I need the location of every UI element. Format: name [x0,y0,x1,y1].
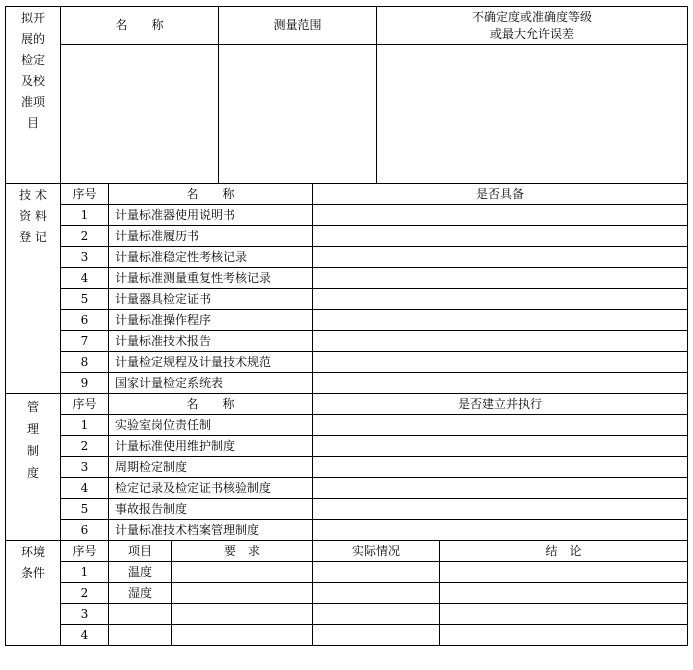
row-line [60,414,688,415]
scope-uncertainty-header-2: 或最大允许误差 [489,27,574,41]
row-line [60,603,688,604]
tech-row-no: 9 [80,376,89,390]
row-line [60,435,688,436]
env-result-header: 结 论 [545,544,582,558]
tech-row-name: 国家计量检定系统表 [115,376,224,390]
tech-row-no: 5 [80,292,89,306]
tech-row-name: 计量检定规程及计量技术规范 [115,355,272,369]
mgmt-row-no: 2 [80,439,89,453]
env-row-no: 3 [80,607,89,621]
env-req-header: 要 求 [223,544,260,558]
mgmt-status-header: 是否建立并执行 [457,397,542,411]
tech-row-no: 3 [80,250,89,264]
border-top [5,6,688,7]
row-line [60,477,688,478]
border-right [687,6,688,646]
row-line [60,330,688,331]
mgmt-row-no: 1 [80,418,89,432]
row-line [60,456,688,457]
env-row-no: 4 [80,628,89,642]
tech-name-header: 名 称 [186,187,235,201]
mgmt-row-name: 周期检定制度 [115,460,188,474]
mgmt-row-name: 计量标准技术档案管理制度 [115,523,260,537]
tech-row-no: 1 [80,208,89,222]
scope-header-line [60,44,688,45]
mgmt-name-header: 名 称 [186,397,235,411]
tech-no-header: 序号 [72,187,97,201]
tech-row-name: 计量标准操作程序 [115,313,212,327]
env-no-header: 序号 [72,544,97,558]
mgmt-row-name: 计量标准使用维护制度 [115,439,236,453]
env-actual-header: 实际情况 [351,544,400,558]
mgmt-row-no: 6 [80,523,89,537]
tech-row-name: 计量标准器使用说明书 [115,208,236,222]
row-line [60,288,688,289]
row-line [60,246,688,247]
tech-row-name: 计量器具检定证书 [115,292,212,306]
tech-status-header: 是否具备 [475,187,524,201]
row-line [60,204,688,205]
scope-label: 拟开 展的 检定 及校 准项 目 [20,11,45,130]
env-row-item: 湿度 [127,586,152,600]
mgmt-row-no: 4 [80,481,89,495]
tech-row-name: 计量标准测量重复性考核记录 [115,271,272,285]
scope-range-header: 测量范围 [273,18,322,32]
mgmt-row-name: 事故报告制度 [115,502,188,516]
env-row-no: 2 [80,586,89,600]
scope-divider [218,6,219,184]
mgmt-no-header: 序号 [72,397,97,411]
mgmt-row-no: 5 [80,502,89,516]
row-line [60,351,688,352]
tech-row-name: 计量标准稳定性考核记录 [115,250,248,264]
mgmt-row-no: 3 [80,460,89,474]
env-row-item: 温度 [127,565,152,579]
tech-row-name: 计量标准技术报告 [115,334,212,348]
row-line [60,624,688,625]
env-label: 环境 条件 [20,545,45,580]
tech-row-no: 7 [80,334,89,348]
row-line [60,267,688,268]
scope-uncertainty-header-1: 不确定度或准确度等级 [471,10,592,24]
mgmt-label: 管 理 制 度 [26,400,39,480]
row-line [60,498,688,499]
tech-row-no: 4 [80,271,89,285]
tech-row-no: 6 [80,313,89,327]
mgmt-row-name: 检定记录及检定证书核验制度 [115,481,272,495]
row-line [60,309,688,310]
tech-row-no: 2 [80,229,89,243]
row-line [60,582,688,583]
row-line [60,519,688,520]
tech-row-no: 8 [80,355,89,369]
row-line [60,561,688,562]
env-row-no: 1 [80,565,89,579]
row-line [60,225,688,226]
scope-name-header: 名 称 [115,18,164,32]
env-item-header: 项目 [127,544,152,558]
tech-row-name: 计量标准履历书 [115,229,200,243]
row-line [60,372,688,373]
mgmt-row-name: 实验室岗位责任制 [115,418,212,432]
tech-label: 技 术 资 料 登 记 [19,188,47,244]
